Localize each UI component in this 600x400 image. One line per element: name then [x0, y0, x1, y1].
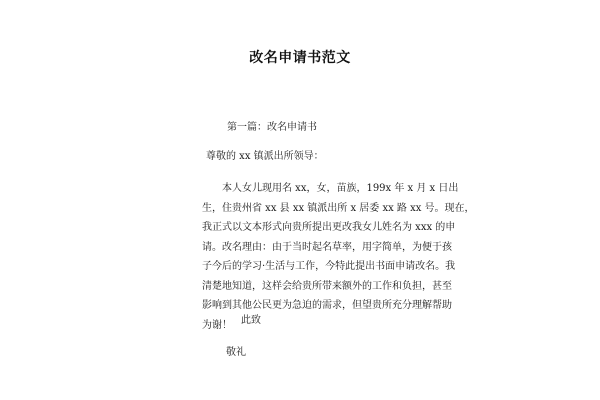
body-line: 清楚地知道，这样会给贵所带来额外的工作和负担，甚至 — [202, 280, 452, 292]
body-line: 我正式以文本形式向贵所提出更改我女儿姓名为 xxx 的申 — [202, 222, 456, 233]
salutation: 尊敬的 xx 镇派出所领导： — [206, 151, 324, 162]
closing-salutation: 此致 — [241, 315, 261, 326]
body-line: 子今后的学习·生活与工作，今特此提出书面申请改名。我 — [202, 261, 456, 272]
closing-regards: 敬礼 — [226, 347, 246, 358]
document-title: 改名申请书范文 — [249, 50, 351, 66]
body-line: 请。改名理由：由于当时起名草率，用字简单，为便于孩 — [202, 241, 452, 253]
body-paragraph — [202, 179, 475, 335]
body-line: 本人女儿现用名 xx，女，苗族，199x 年 x 月 x 日出 — [202, 183, 459, 194]
body-line: 影响到其他公民更为急迫的需求，但望贵所充分理解帮助 — [202, 300, 452, 311]
part-heading: 第一篇：改名申请书 — [227, 122, 317, 133]
body-line: 为谢！ — [202, 319, 232, 331]
body-line: 生，住贵州省 xx 县 xx 镇派出所 x 居委 xx 路 xx 号。现在， — [202, 202, 475, 214]
